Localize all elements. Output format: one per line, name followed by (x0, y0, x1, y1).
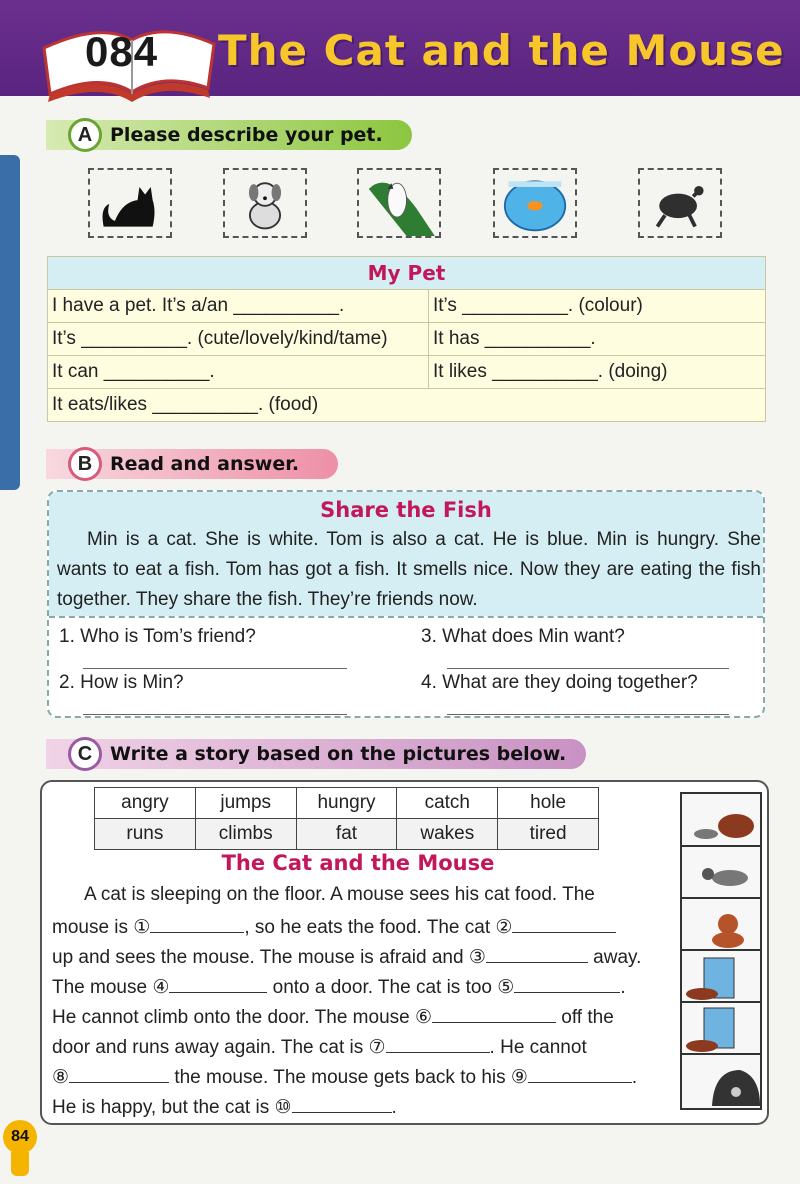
story-text: . He cannot (489, 1037, 587, 1058)
fishbowl-icon (493, 168, 577, 238)
divider (49, 616, 763, 618)
story-text: A cat is sleeping on the floor. A mouse sees his cat food. The (84, 884, 595, 905)
story-text: up and sees the mouse. The mouse is afraid and ③ (52, 947, 486, 968)
question-3: 3. What does Min want? (421, 626, 625, 647)
section-b-instruction: Read and answer. (110, 453, 300, 475)
word-bank-cell: angry (95, 788, 196, 819)
my-pet-table (47, 256, 766, 422)
story-text: the mouse. The mouse gets back to his ⑨ (169, 1067, 528, 1088)
reading-box (47, 490, 765, 718)
story-text: . (620, 977, 626, 998)
word-bank-cell: jumps (195, 788, 296, 819)
blank-3[interactable] (486, 944, 588, 963)
page-number: 84 (3, 1120, 37, 1154)
dog-icon (223, 168, 307, 238)
my-pet-table-title: My Pet (48, 257, 766, 290)
question-2: 2. How is Min? (59, 672, 184, 693)
answer-line-3[interactable] (447, 668, 729, 669)
word-bank-cell: hole (498, 788, 599, 819)
word-bank-cell: climbs (195, 819, 296, 850)
blank-5[interactable] (514, 974, 620, 993)
story-text: The mouse ④ (52, 977, 170, 998)
story-pictures-strip (680, 792, 762, 1110)
pet-table-cell: It has __________. (429, 323, 766, 356)
story-text: off the (556, 1007, 614, 1028)
section-a-instruction: Please describe your pet. (110, 124, 383, 146)
story-text: . (391, 1097, 397, 1118)
section-b-letter: B (68, 447, 102, 481)
blank-1[interactable] (150, 914, 244, 933)
reading-title: Share the Fish (320, 498, 492, 522)
blank-10[interactable] (292, 1094, 392, 1113)
word-bank-cell: hungry (296, 788, 397, 819)
story-text: away. (587, 947, 642, 968)
pet-table-cell: It eats/likes __________. (food) (48, 389, 766, 422)
blank-2[interactable] (512, 914, 616, 933)
question-1: 1. Who is Tom’s friend? (59, 626, 256, 647)
section-c-header (46, 739, 586, 769)
pet-table-cell: I have a pet. It’s a/an __________. (48, 290, 429, 323)
blank-9[interactable] (528, 1064, 632, 1083)
word-bank-cell: tired (498, 819, 599, 850)
answer-line-1[interactable] (83, 668, 347, 669)
section-c-letter: C (68, 737, 102, 771)
pet-table-cell: It likes __________. (doing) (429, 356, 766, 389)
word-bank-cell: catch (397, 788, 498, 819)
story-text: onto a door. The cat is too ⑤ (267, 977, 515, 998)
story-line-3 (52, 944, 641, 969)
answer-line-2[interactable] (83, 714, 347, 715)
story-line-4 (52, 974, 626, 999)
story-text: door and runs away again. The cat is ⑦ (52, 1037, 386, 1058)
bulb-base-icon (11, 1152, 29, 1176)
story-title: The Cat and the Mouse (221, 851, 495, 875)
pet-table-cell: It’s __________. (colour) (429, 290, 766, 323)
blank-4[interactable] (169, 974, 267, 993)
section-a-letter: A (68, 118, 102, 152)
story-line-7 (52, 1064, 637, 1089)
word-bank-cell: runs (95, 819, 196, 850)
section-c-instruction: Write a story based on the pictures below. (110, 743, 567, 765)
word-bank-cell: fat (296, 819, 397, 850)
story-text: . (631, 1067, 638, 1088)
side-tab (0, 155, 20, 490)
story-line-2 (52, 914, 616, 939)
question-4: 4. What are they doing together? (421, 672, 698, 693)
blank-7[interactable] (386, 1034, 490, 1053)
pet-table-cell: It can __________. (48, 356, 429, 389)
reading-passage: Min is a cat. She is white. Tom is also a cat. He is blue. Min is hungry. She wants to eat a fish. Tom has got a fish. It smells nice. Now they are eating the fish together. They share the fish. They’re friends now. (57, 529, 761, 610)
pet-table-cell: It’s __________. (cute/lovely/kind/tame) (48, 323, 429, 356)
answer-line-4[interactable] (447, 714, 729, 715)
section-b-header (46, 449, 338, 479)
word-bank-table (94, 787, 599, 850)
cat-icon (88, 168, 172, 238)
story-text: He cannot climb onto the door. The mouse ⑥ (52, 1007, 433, 1028)
story-line-5 (52, 1004, 614, 1029)
story-text: ⑧ (52, 1067, 70, 1088)
blank-6[interactable] (432, 1004, 556, 1023)
turtle-icon (638, 168, 722, 238)
blank-8[interactable] (69, 1064, 169, 1083)
story-text: mouse is ① (52, 917, 151, 938)
page-title: The Cat and the Mouse (218, 26, 785, 75)
story-line-1 (84, 884, 595, 906)
story-text: , so he eats the food. The cat ② (244, 917, 513, 938)
section-a-header (46, 120, 412, 150)
story-line-8 (52, 1094, 397, 1119)
story-text: He is happy, but the cat is ⑩ (52, 1097, 292, 1118)
word-bank-cell: wakes (397, 819, 498, 850)
parrot-icon (357, 168, 441, 238)
unit-number: 084 (85, 28, 159, 75)
story-line-6 (52, 1034, 587, 1059)
